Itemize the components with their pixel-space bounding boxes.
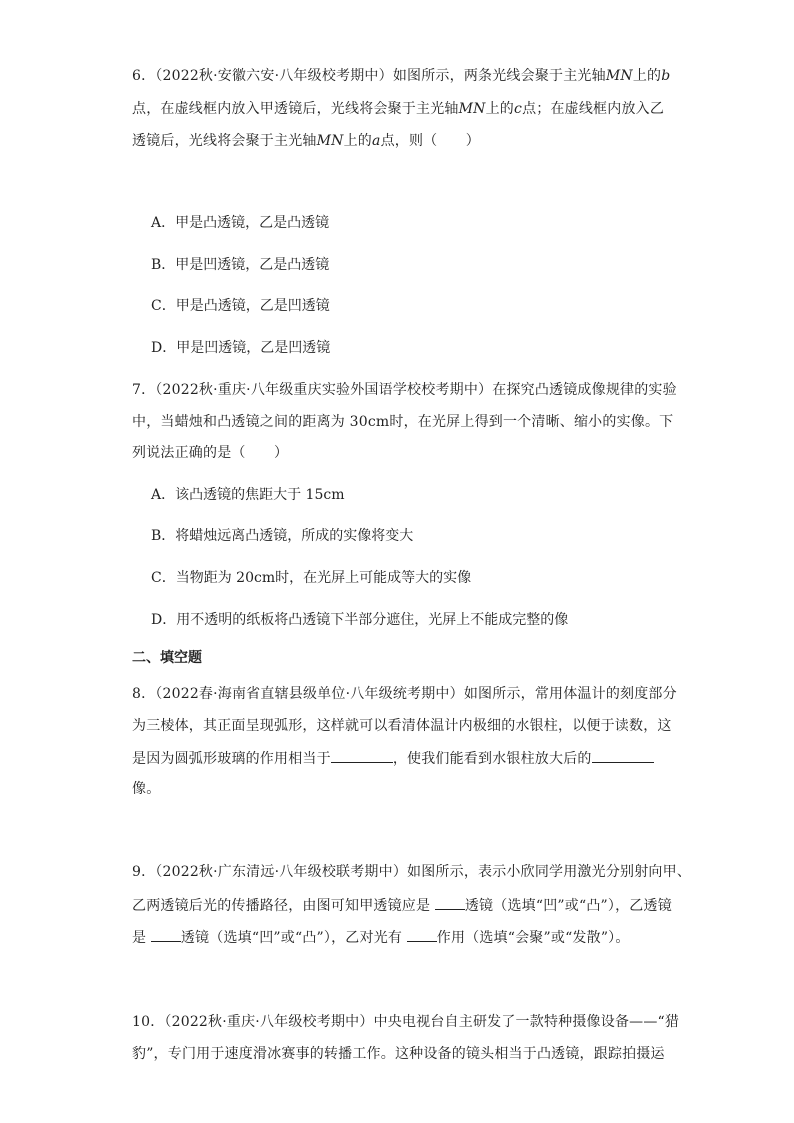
q9-blank-1[interactable] [435,895,465,910]
q7-line-3: 列说法正确的是（ ） [132,445,289,461]
q9-blank-2[interactable] [151,927,181,942]
q7-option-b: B．将蜡烛远离凸透镜，所成的实像将变大 [151,528,414,544]
q8-line-3: 是因为圆弧形玻璃的作用相当于 ，使我们能看到水银柱放大后的 [132,748,654,769]
q9-line-2: 乙两透镜后光的传播路径，由图可知甲透镜应是 透镜（选填“凹”或“凸”），乙透镜 [132,895,672,916]
q6-line-3: 透镜后，光线将会聚于主光轴MN上的a点，则（ ） [132,133,480,149]
q6-option-d: D．甲是凹透镜，乙是凹透镜 [151,340,331,356]
q6-option-c: C．甲是凸透镜，乙是凹透镜 [151,298,330,314]
q8-line-2: 为三棱体，其正面呈现弧形，这样就可以看清体温计内极细的水银柱，以便于读数，这 [132,718,672,734]
q9-line-1: 9．（2022秋·广东清远·八年级校联考期中）如图所示，表示小欣同学用激光分别射向甲、 [132,864,692,880]
q9-blank-3[interactable] [407,927,437,942]
q7-line-1: 7．（2022秋·重庆·八年级重庆实验外国语学校校考期中）在探究凸透镜成像规律的实验 [132,382,677,398]
q10-line-1: 10．（2022秋·重庆·八年级校考期中）中央电视台自主研发了一款特种摄像设备——“猎 [132,1014,680,1030]
q6-line-2: 点，在虚线框内放入甲透镜后，光线将会聚于主光轴MN上的c点；在虚线框内放入乙 [132,101,665,117]
section-heading-fill-blank: 二、填空题 [132,650,202,666]
q6-line-1: 6．（2022秋·安徽六安·八年级校考期中）如图所示，两条光线会聚于主光轴MN上的b [132,68,671,84]
q9-line-3: 是 透镜（选填“凹”或“凸”），乙对光有 作用（选填“会聚”或“发散”）。 [132,927,630,948]
q7-option-d: D．用不透明的纸板将凸透镜下半部分遮住，光屏上不能成完整的像 [151,612,569,628]
q8-line-4: 像。 [132,781,161,797]
q6-option-b: B．甲是凹透镜，乙是凸透镜 [151,257,330,273]
q8-line-1: 8．（2022春·海南省直辖县级单位·八年级统考期中）如图所示，常用体温计的刻度部分 [132,686,677,702]
q7-option-c: C．当物距为 20cm时，在光屏上可能成等大的实像 [151,570,472,586]
q10-line-2: 豹”，专门用于速度滑冰赛事的转播工作。这种设备的镜头相当于凸透镜，跟踪拍摄运 [132,1046,665,1062]
q7-line-2: 中，当蜡烛和凸透镜之间的距离为 30cm时，在光屏上得到一个清晰、缩小的实像。下 [132,414,674,430]
q8-blank-2[interactable] [592,748,654,763]
q8-blank-1[interactable] [331,748,393,763]
q7-option-a: A．该凸透镜的焦距大于 15cm [151,487,345,503]
q6-option-a: A．甲是凸透镜，乙是凸透镜 [151,215,330,231]
